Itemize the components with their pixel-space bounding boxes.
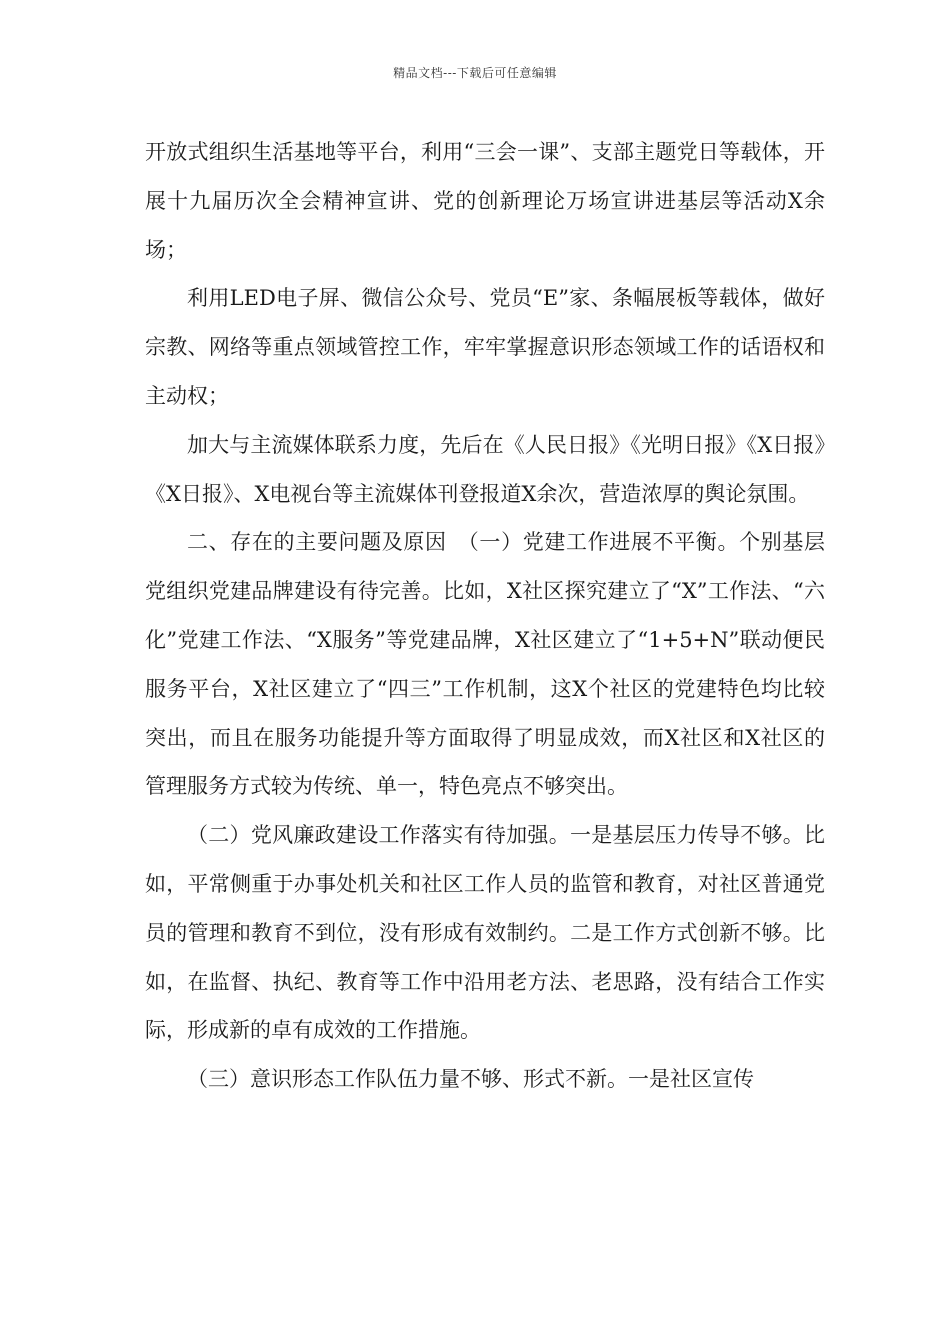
header-note: 精品文档---下载后可任意编辑 <box>393 66 557 80</box>
document-body <box>145 128 825 1104</box>
paragraph-1: 开放式组织生活基地等平台，利用“三会一课”、支部主题党日等载体，开展十九届历次全会精神宣讲、党的创新理论万场宣讲进基层等活动X余场； <box>145 140 825 262</box>
paragraph-4: 二、存在的主要问题及原因 （一）党建工作进展不平衡。个别基层党组织党建品牌建设有待完善。比如，X社区探究建立了“X”工作法、“六化”党建工作法、“X服务”等党建品牌，X社区建立了“1+5+N”联动便民服务平台，X社区建立了“四三”工作机制，这X个社区的党建特色均比较突出，而且在服务功能提升等方面取得了明显成效，而X社区和X社区的管理服务方式较为传统、单一，特色亮点不够突出。 <box>145 530 825 799</box>
paragraph-6: （三）意识形态工作队伍力量不够、形式不新。一是社区宣传 <box>187 1067 754 1092</box>
paragraph-3: 加大与主流媒体联系力度，先后在《人民日报》《光明日报》《X日报》《X日报》、X电视台等主流媒体刊登报道X余次，营造浓厚的舆论氛围。 <box>145 432 825 506</box>
paragraph-2: 利用LED电子屏、微信公众号、党员“E”家、条幅展板等载体，做好宗教、网络等重点领域管控工作，牢牢掌握意识形态领域工作的话语权和主动权； <box>145 286 825 408</box>
paragraph-5: （二）党风廉政建设工作落实有待加强。一是基层压力传导不够。比如，平常侧重于办事处机关和社区工作人员的监管和教育，对社区普通党员的管理和教育不到位，没有形成有效制约。二是工作方式创新不够。比如，在监督、执纪、教育等工作中沿用老方法、老思路，没有结合工作实际，形成新的卓有成效的工作措施。 <box>145 823 825 1043</box>
